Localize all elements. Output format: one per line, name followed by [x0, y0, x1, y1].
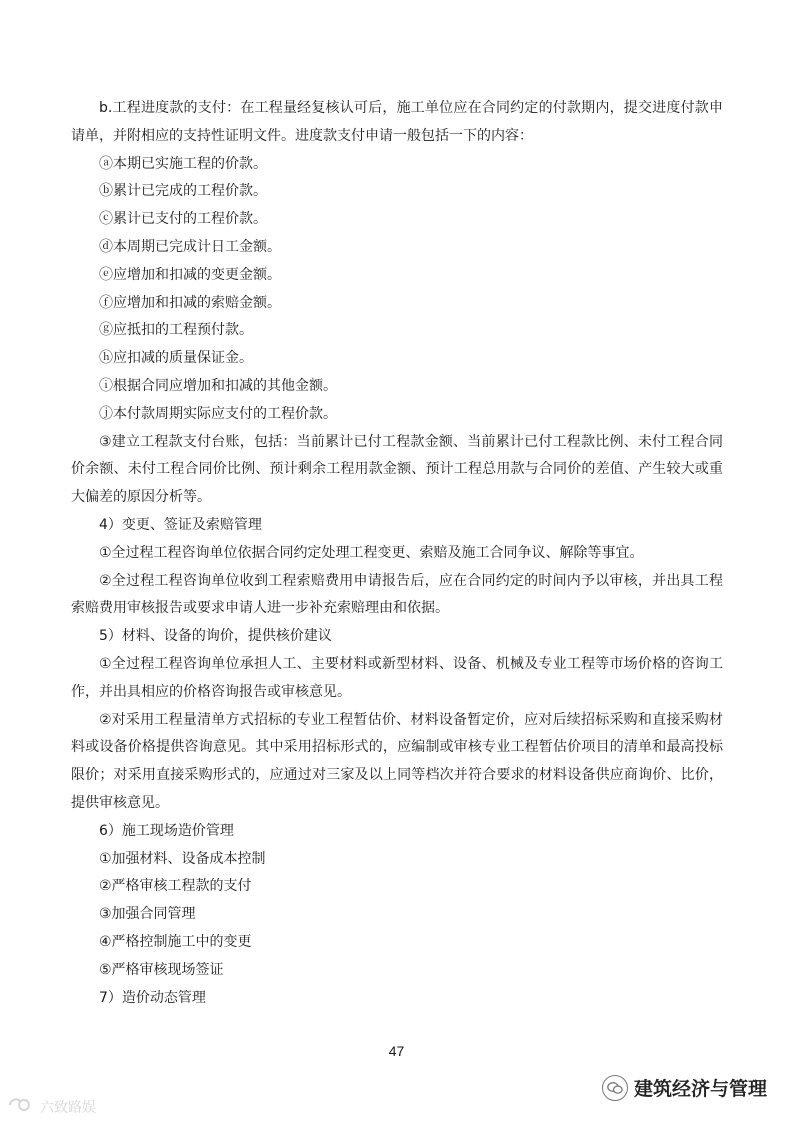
section-heading-5: 5）材料、设备的询价，提供核价建议	[99, 628, 332, 645]
list-item-6-3: ③加强合同管理	[99, 906, 196, 923]
list-item-b: ⓑ累计已完成的工程价款。	[99, 183, 267, 200]
list-item-6-4: ④严格控制施工中的变更	[99, 933, 252, 950]
list-item-e: ⓔ应增加和扣减的变更金额。	[99, 266, 281, 283]
list-item-6-1: ①加强材料、设备成本控制	[99, 850, 266, 867]
list-item-f: ⓕ应增加和扣减的索赔金额。	[99, 294, 281, 311]
paragraph-4-2: ②全过程工程咨询单位收到工程索赔费用申请报告后，应在合同约定的时间内予以审核，并出具工程索赔费用审核报告或要求申请人进一步补充索赔理由和依据。	[71, 572, 723, 617]
brand-name: 建筑经济与管理	[633, 1078, 767, 1100]
list-item-6-2: ②严格审核工程款的支付	[99, 878, 252, 895]
list-item-d: ⓓ本周期已完成计日工金额。	[99, 238, 281, 255]
paragraph-progress-payment: b.工程进度款的支付：在工程量经复核认可后，施工单位应在合同约定的付款期内，提交进度付款申请单，并附相应的支持性证明文件。进度款支付申请一般包括一下的内容：	[71, 100, 723, 144]
paragraph-5-2: ②对采用工程量清单方式招标的专业工程暂估价、材料设备暂定价，应对后续招标采购和直接采购材料或设备价格提供咨询意见。其中采用招标形式的，应编制或审核专业工程暂估价项目的清单和最高投标限价；对采用直接采购形式的，应通过对三家及以上同等档次并符合要求的材料设备供应商询价、比价，提供审核意见。	[71, 711, 723, 811]
list-item-c: ⓒ累计已支付的工程价款。	[99, 211, 267, 228]
list-item-6-5: ⑤严格审核现场签证	[99, 961, 224, 978]
paragraph-payment-ledger: ③建立工程款支付台账，包括：当前累计已付工程款金额、当前累计已付工程款比例、未付工程合同价余额、未付工程合同价比例、预计剩余工程用款金额、预计工程总用款与合同价的差值、产生较大或重大偏差的原因分析等。	[71, 433, 723, 506]
paragraph-5-1: ①全过程工程咨询单位承担人工、主要材料或新型材料、设备、机械及专业工程等市场价格的咨询工作，并出具相应的价格咨询报告或审核意见。	[71, 655, 723, 700]
section-heading-4: 4）变更、签证及索赔管理	[99, 516, 262, 533]
section-heading-6: 6）施工现场造价管理	[99, 822, 234, 839]
document-body	[71, 95, 723, 1012]
list-item-j: ⓙ本付款周期实际应支付的工程价款。	[99, 405, 337, 422]
list-item-g: ⓖ应抵扣的工程预付款。	[99, 322, 253, 339]
watermark-logo-icon	[8, 1096, 36, 1118]
list-item-i: ⓘ根据合同应增加和扣减的其他金额。	[99, 377, 337, 394]
list-item-a: ⓐ本期已实施工程的价款。	[99, 155, 267, 172]
wechat-icon	[602, 1075, 628, 1101]
section-heading-7: 7）造价动态管理	[99, 989, 206, 1006]
brand-mark	[602, 1074, 767, 1101]
watermark-text: 六致路娱	[40, 1100, 96, 1116]
list-item-h: ⓗ应扣减的质量保证金。	[99, 350, 253, 367]
watermark	[8, 1096, 96, 1118]
paragraph-4-1: ①全过程工程咨询单位依据合同约定处理工程变更、索赔及施工合同争议、解除等事宜。	[99, 544, 644, 561]
page-number: 47	[388, 1043, 405, 1059]
